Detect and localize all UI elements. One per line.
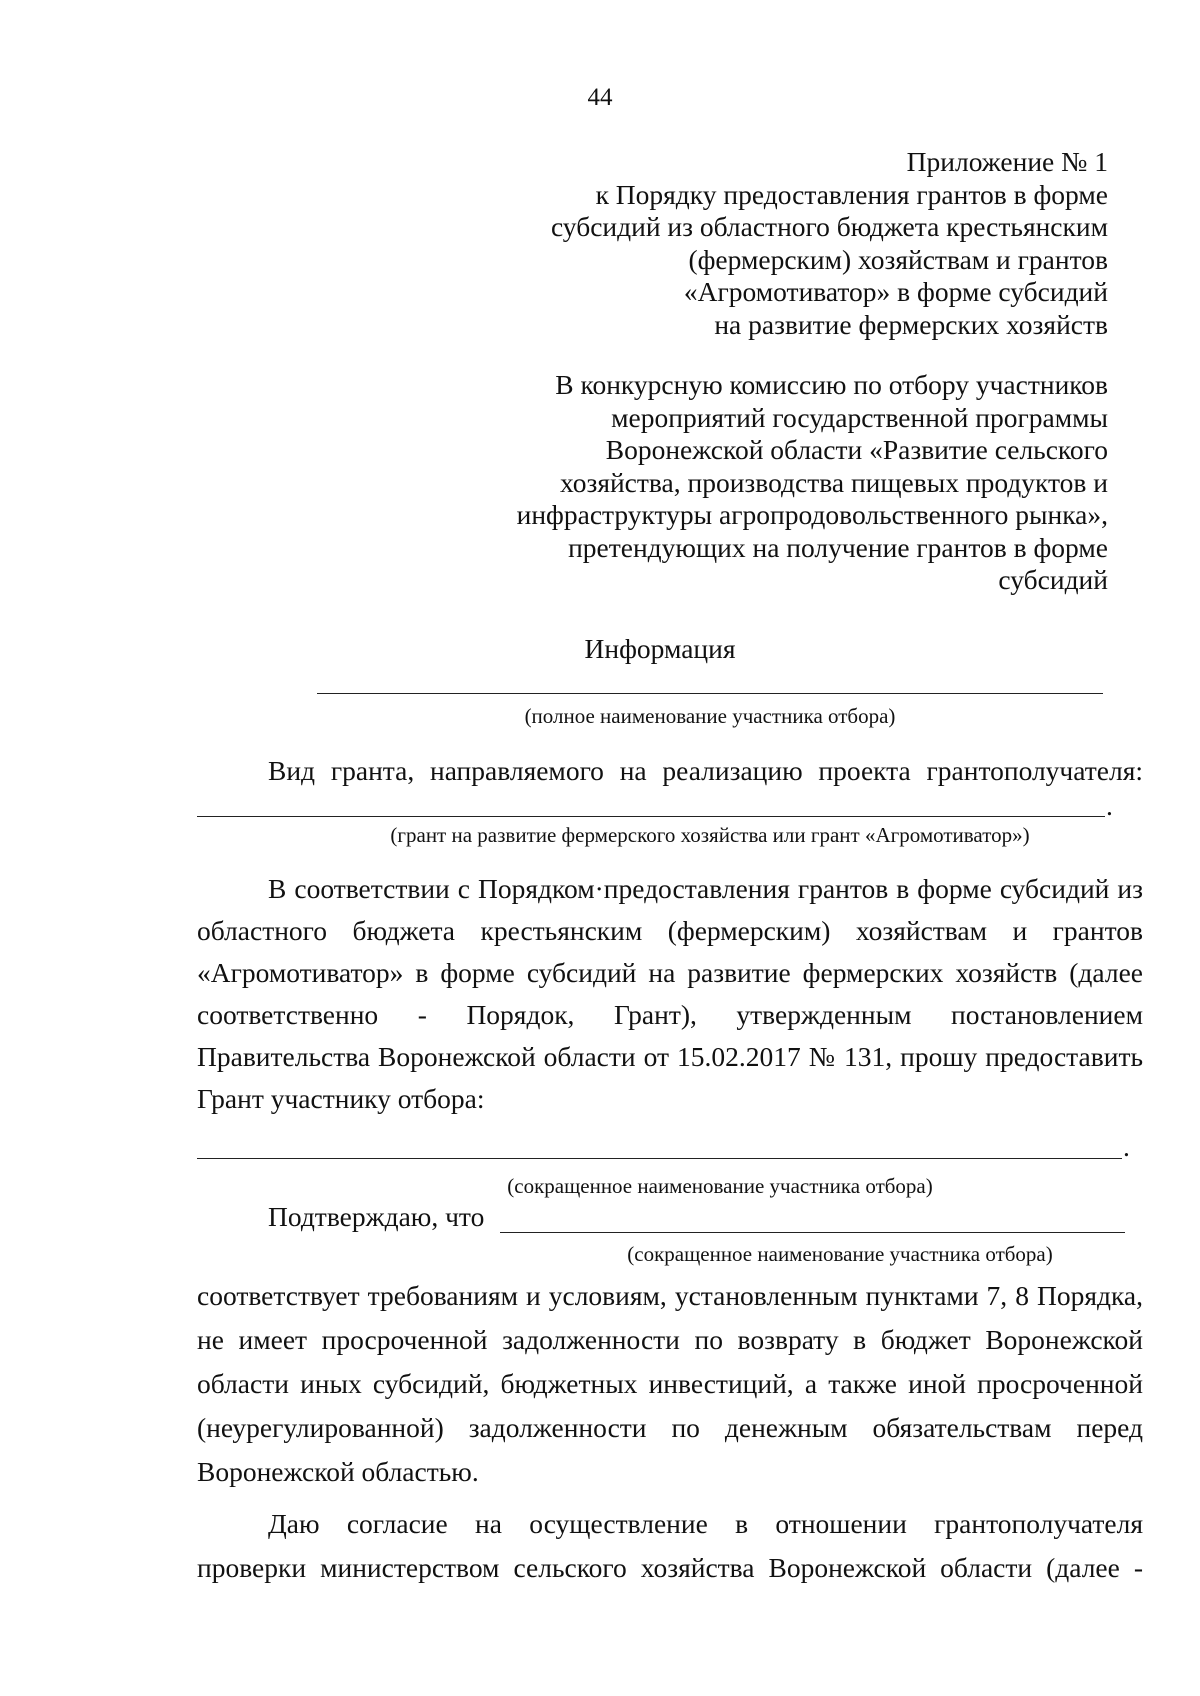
addressee-line: мероприятий государственной программы: [611, 401, 1108, 433]
appendix-line: «Агромотиватор» в форме субсидий: [683, 276, 1108, 307]
full-name-field-line: [317, 693, 1103, 694]
short-name-dot: .: [1123, 1131, 1130, 1162]
appendix-line: на развитие фермерских хозяйств: [714, 308, 1108, 340]
paragraph-line: [197, 1041, 1143, 1073]
appendix-line: Приложение № 1: [906, 146, 1108, 177]
paragraph-line-text: области иных субсидий, бюджетных инвестиций, а также иной просроченной: [197, 1368, 1143, 1399]
paragraph-line: [268, 873, 1143, 905]
full-name-caption: (полное наименование участника отбора): [524, 704, 896, 728]
addressee-block: [308, 369, 1108, 597]
paragraph-line: [197, 1552, 1143, 1584]
grant-type-caption: (грант на развитие фермерского хозяйства или грант «Агромотиватор»): [390, 823, 1030, 847]
paragraph-line: [197, 1412, 1143, 1444]
addressee-line: субсидий: [998, 564, 1108, 595]
paragraph-line-text: не имеет просроченной задолженности по возврату в бюджет Воронежской: [197, 1324, 1143, 1355]
paragraph-line: [268, 1508, 1143, 1540]
paragraph-line: [197, 999, 1143, 1031]
grant-type-field-line: [197, 816, 1105, 817]
appendix-line: субсидий из областного бюджета крестьянским: [550, 211, 1108, 242]
appendix-line: (фермерским) хозяйствам и грантов: [688, 243, 1108, 275]
grant-type-label: [268, 755, 1143, 787]
paragraph-line: [197, 1280, 1143, 1312]
paragraph-line-text: В соответствии с Порядком·предоставления грантов в форме субсидий из: [268, 873, 1143, 904]
short-name-caption: (сокращенное наименование участника отбора): [507, 1174, 933, 1198]
addressee-line: Воронежской области «Развитие сельского: [605, 434, 1108, 465]
appendix-header: [308, 146, 1108, 341]
paragraph-line-text: Даю согласие на осуществление в отношении грантополучателя: [268, 1508, 1143, 1539]
confirm-caption: (сокращенное наименование участника отбора): [627, 1242, 1053, 1266]
paragraph-line-text: Грант участнику отбора:: [197, 1083, 485, 1114]
addressee-line: претендующих на получение грантов в форме: [568, 531, 1108, 563]
paragraph-line: [197, 1083, 1143, 1115]
paragraph-line-text: соответственно - Порядок, Грант), утвержденным постановлением: [197, 999, 1143, 1030]
paragraph-line: [197, 915, 1143, 947]
addressee-line: хозяйства, производства пищевых продуктов и: [560, 466, 1108, 498]
paragraph-line: [197, 1456, 1143, 1488]
paragraph-line-text: проверки министерством сельского хозяйства Воронежской области (далее -: [197, 1552, 1143, 1583]
grant-type-dot: .: [1106, 790, 1113, 821]
paragraph-line-text: Правительства Воронежской области от 15.02.2017 № 131, прошу предоставить: [197, 1041, 1143, 1072]
page-number: 44: [587, 84, 613, 111]
addressee-line: В конкурсную комиссию по отбору участников: [555, 369, 1108, 400]
paragraph-line-text: «Агромотиватор» в форме субсидий на развитие фермерских хозяйств (далее: [197, 957, 1143, 988]
paragraph-line: [197, 1368, 1143, 1400]
grant-type-text: Вид гранта, направляемого на реализацию проекта грантополучателя:: [268, 755, 1143, 786]
document-title: Информация: [584, 633, 736, 664]
paragraph-line-text: (неурегулированной) задолженности по денежным обязательствам перед: [197, 1412, 1143, 1443]
paragraph-line: [197, 1324, 1143, 1356]
confirm-field-line: [500, 1232, 1125, 1233]
paragraph-line-text: областного бюджета крестьянским (фермерским) хозяйствам и грантов: [197, 915, 1143, 946]
paragraph-line-text: Воронежской областью.: [197, 1456, 479, 1487]
confirm-label: Подтверждаю, что: [268, 1201, 485, 1232]
paragraph-line-text: соответствует требованиям и условиям, установленным пунктами 7, 8 Порядка,: [197, 1280, 1143, 1311]
short-name-field-line: [197, 1158, 1122, 1159]
appendix-line: к Порядку предоставления грантов в форме: [595, 178, 1108, 210]
paragraph-line: [197, 957, 1143, 989]
addressee-line: инфраструктуры агропродовольственного рынка»,: [516, 499, 1108, 530]
